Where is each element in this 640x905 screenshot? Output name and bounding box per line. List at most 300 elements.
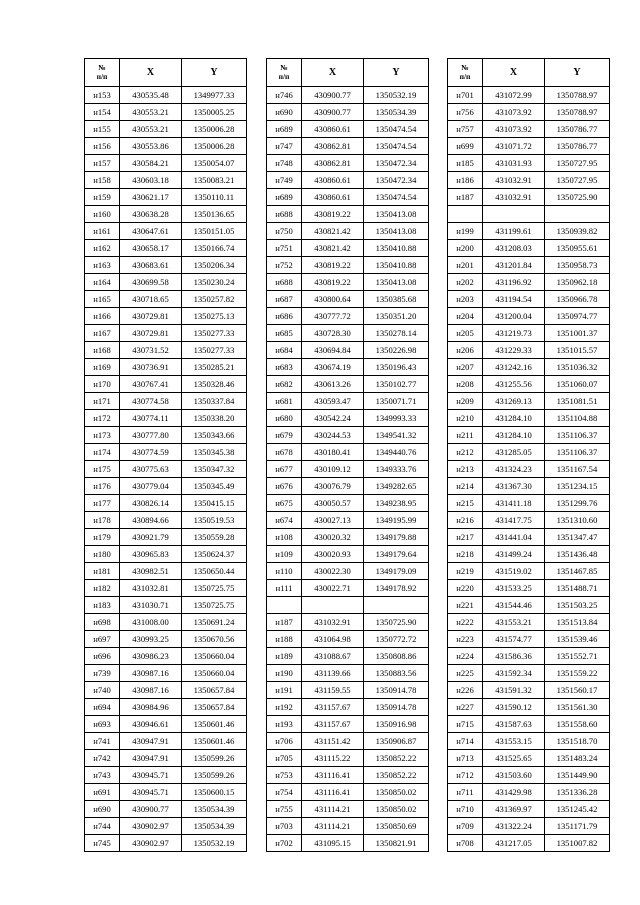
table-row [267, 784, 429, 801]
x-coordinate-cell: 430779.04 [120, 478, 182, 495]
point-number-cell: н169 [85, 359, 120, 376]
x-coordinate-cell: 431032.91 [302, 614, 364, 631]
x-coordinate-cell: 430860.61 [302, 172, 364, 189]
point-number-cell: н158 [85, 172, 120, 189]
table-row [85, 733, 247, 750]
table-row [267, 546, 429, 563]
point-number-cell: н709 [448, 818, 483, 835]
y-coordinate-cell: 1350351.20 [364, 308, 429, 325]
point-number-cell: н710 [448, 801, 483, 818]
table-row [448, 206, 610, 223]
table-row [448, 801, 610, 818]
y-coordinate-cell: 1350230.24 [182, 274, 247, 291]
table-row [448, 529, 610, 546]
x-coordinate-cell [483, 206, 545, 223]
y-coordinate-cell: 1350338.20 [182, 410, 247, 427]
x-coordinate-cell: 430022.71 [302, 580, 364, 597]
y-coordinate-cell: 1350206.34 [182, 257, 247, 274]
x-coordinate-cell: 430694.84 [302, 342, 364, 359]
y-coordinate-cell: 1350670.56 [182, 631, 247, 648]
point-number-cell: н227 [448, 699, 483, 716]
x-coordinate-cell: 430076.79 [302, 478, 364, 495]
point-number-cell: н689 [267, 189, 302, 206]
x-coordinate-cell: 430020.93 [302, 546, 364, 563]
point-number-cell: н221 [448, 597, 483, 614]
x-coordinate-cell: 431157.67 [302, 716, 364, 733]
point-number-cell [448, 206, 483, 223]
column-header-number: № п/п [448, 59, 483, 87]
y-coordinate-cell: 1349541.32 [364, 427, 429, 444]
y-coordinate-cell: 1350883.56 [364, 665, 429, 682]
table-row [85, 104, 247, 121]
y-coordinate-cell: 1351106.37 [545, 444, 610, 461]
x-coordinate-cell: 431032.91 [483, 172, 545, 189]
point-number-cell: н754 [267, 784, 302, 801]
x-coordinate-cell: 431441.04 [483, 529, 545, 546]
point-number-cell: н713 [448, 750, 483, 767]
y-coordinate-cell: 1350196.43 [364, 359, 429, 376]
point-number-cell: н186 [448, 172, 483, 189]
x-coordinate-cell: 430658.17 [120, 240, 182, 257]
point-number-cell: н684 [267, 342, 302, 359]
point-number-cell: н740 [85, 682, 120, 699]
point-number-cell: н190 [267, 665, 302, 682]
x-coordinate-cell: 430050.57 [302, 495, 364, 512]
y-coordinate-cell: 1350966.78 [545, 291, 610, 308]
table-row [267, 257, 429, 274]
x-coordinate-cell: 431115.22 [302, 750, 364, 767]
y-coordinate-cell: 1350413.08 [364, 274, 429, 291]
table-row [448, 444, 610, 461]
table-row [267, 359, 429, 376]
table-row [448, 597, 610, 614]
point-number-cell: н206 [448, 342, 483, 359]
y-coordinate-cell: 1350532.19 [182, 835, 247, 852]
y-coordinate-cell: 1350519.53 [182, 512, 247, 529]
table-row [448, 546, 610, 563]
table-row [85, 716, 247, 733]
table-row [85, 546, 247, 563]
header-row [85, 59, 247, 87]
point-number-cell: н748 [267, 155, 302, 172]
table-row [448, 342, 610, 359]
y-coordinate-cell: 1350472.34 [364, 172, 429, 189]
y-coordinate-cell: 1350725.75 [182, 580, 247, 597]
x-coordinate-cell: 431525.65 [483, 750, 545, 767]
point-number-cell: н677 [267, 461, 302, 478]
y-coordinate-cell: 1350657.84 [182, 682, 247, 699]
point-number-cell: н187 [448, 189, 483, 206]
header-row [448, 59, 610, 87]
x-coordinate-cell: 431269.13 [483, 393, 545, 410]
y-coordinate-cell: 1350939.82 [545, 223, 610, 240]
table-row [267, 206, 429, 223]
x-coordinate-cell: 430613.26 [302, 376, 364, 393]
table-row [85, 138, 247, 155]
x-coordinate-cell: 430819.22 [302, 257, 364, 274]
y-coordinate-cell: 1350474.54 [364, 138, 429, 155]
x-coordinate-cell: 430894.66 [120, 512, 182, 529]
table-row [85, 478, 247, 495]
table-row [448, 393, 610, 410]
point-number-cell: н210 [448, 410, 483, 427]
point-number-cell: н674 [267, 512, 302, 529]
x-coordinate-cell: 431255.56 [483, 376, 545, 393]
y-coordinate-cell: 1350906.87 [364, 733, 429, 750]
point-number-cell: н680 [267, 410, 302, 427]
table-row [448, 767, 610, 784]
y-coordinate-cell: 1351336.28 [545, 784, 610, 801]
point-number-cell: н685 [267, 325, 302, 342]
column-header-x: X [120, 59, 182, 87]
y-coordinate-cell: 1350385.68 [364, 291, 429, 308]
x-coordinate-cell: 431285.05 [483, 444, 545, 461]
table-row [448, 478, 610, 495]
x-coordinate-cell: 430728.30 [302, 325, 364, 342]
x-coordinate-cell: 431116.41 [302, 767, 364, 784]
table-row [448, 274, 610, 291]
table-row [267, 240, 429, 257]
x-coordinate-cell: 430945.71 [120, 784, 182, 801]
x-coordinate-cell: 431064.98 [302, 631, 364, 648]
table-row [267, 155, 429, 172]
table-row [448, 614, 610, 631]
y-coordinate-cell: 1351299.76 [545, 495, 610, 512]
column-header-y: Y [182, 59, 247, 87]
y-coordinate-cell: 1350786.77 [545, 138, 610, 155]
point-number-cell: н751 [267, 240, 302, 257]
y-coordinate-cell: 1350285.21 [182, 359, 247, 376]
point-number-cell: н110 [267, 563, 302, 580]
y-coordinate-cell [545, 206, 610, 223]
point-number-cell: н683 [267, 359, 302, 376]
point-number-cell: н693 [85, 716, 120, 733]
y-coordinate-cell: 1350786.77 [545, 121, 610, 138]
point-number-cell: н167 [85, 325, 120, 342]
table-row [267, 189, 429, 206]
table-row [267, 835, 429, 852]
table-row [448, 580, 610, 597]
point-number-cell: н703 [267, 818, 302, 835]
point-number-cell: н160 [85, 206, 120, 223]
x-coordinate-cell: 431139.66 [302, 665, 364, 682]
y-coordinate-cell: 1350599.26 [182, 750, 247, 767]
point-number-cell: н156 [85, 138, 120, 155]
point-number-cell: н164 [85, 274, 120, 291]
y-coordinate-cell: 1351449.90 [545, 767, 610, 784]
x-coordinate-cell: 431116.41 [302, 784, 364, 801]
point-number-cell: н752 [267, 257, 302, 274]
point-number-cell: н159 [85, 189, 120, 206]
x-coordinate-cell: 431073.92 [483, 104, 545, 121]
table-row [85, 240, 247, 257]
point-number-cell: н208 [448, 376, 483, 393]
table-row [85, 172, 247, 189]
y-coordinate-cell: 1351015.57 [545, 342, 610, 359]
x-coordinate-cell: 431591.32 [483, 682, 545, 699]
x-coordinate-cell: 430947.91 [120, 750, 182, 767]
y-coordinate-cell: 1351060.07 [545, 376, 610, 393]
point-number-cell: н191 [267, 682, 302, 699]
x-coordinate-cell: 431242.16 [483, 359, 545, 376]
x-coordinate-cell: 430946.61 [120, 716, 182, 733]
y-coordinate-cell: 1350278.14 [364, 325, 429, 342]
table-row [85, 699, 247, 716]
table-row [267, 342, 429, 359]
column-header-number: № п/п [267, 59, 302, 87]
x-coordinate-cell: 430860.61 [302, 121, 364, 138]
y-coordinate-cell: 1350006.28 [182, 138, 247, 155]
point-number-cell: н157 [85, 155, 120, 172]
point-number-cell: н750 [267, 223, 302, 240]
x-coordinate-cell: 430986.23 [120, 648, 182, 665]
table-row [267, 631, 429, 648]
y-coordinate-cell: 1351558.60 [545, 716, 610, 733]
x-coordinate-cell: 430775.63 [120, 461, 182, 478]
y-coordinate-cell: 1351560.17 [545, 682, 610, 699]
point-number-cell: н743 [85, 767, 120, 784]
point-number-cell: н199 [448, 223, 483, 240]
x-coordinate-cell: 430553.86 [120, 138, 182, 155]
column-header-x: X [302, 59, 364, 87]
point-number-cell: н746 [267, 87, 302, 104]
y-coordinate-cell: 1350691.24 [182, 614, 247, 631]
point-number-cell: н220 [448, 580, 483, 597]
table-row [267, 478, 429, 495]
x-coordinate-cell: 430647.61 [120, 223, 182, 240]
y-coordinate-cell: 1349977.33 [182, 87, 247, 104]
point-number-cell: н223 [448, 631, 483, 648]
y-coordinate-cell: 1350624.37 [182, 546, 247, 563]
x-coordinate-cell: 431030.71 [120, 597, 182, 614]
point-number-cell: н222 [448, 614, 483, 631]
x-coordinate-cell: 431553.21 [483, 614, 545, 631]
x-coordinate-cell: 430699.58 [120, 274, 182, 291]
y-coordinate-cell: 1350413.08 [364, 223, 429, 240]
point-number-cell: н207 [448, 359, 483, 376]
table-row [448, 461, 610, 478]
point-number-cell: н712 [448, 767, 483, 784]
table-row [85, 767, 247, 784]
y-coordinate-cell: 1350410.88 [364, 257, 429, 274]
y-coordinate-cell: 1350914.78 [364, 699, 429, 716]
x-coordinate-cell: 431008.00 [120, 614, 182, 631]
y-coordinate-cell: 1350650.44 [182, 563, 247, 580]
point-number-cell: н702 [267, 835, 302, 852]
point-number-cell: н757 [448, 121, 483, 138]
table-row [448, 665, 610, 682]
table-row [448, 376, 610, 393]
point-number-cell: н188 [267, 631, 302, 648]
point-number-cell: н675 [267, 495, 302, 512]
table-row [85, 189, 247, 206]
y-coordinate-cell: 1351552.71 [545, 648, 610, 665]
table-row [448, 308, 610, 325]
column-header-y: Y [545, 59, 610, 87]
header-row [267, 59, 429, 87]
y-coordinate-cell: 1350727.95 [545, 172, 610, 189]
table-row [85, 342, 247, 359]
x-coordinate-cell: 431411.18 [483, 495, 545, 512]
y-coordinate-cell: 1350345.38 [182, 444, 247, 461]
table-row [448, 733, 610, 750]
column-header-y: Y [364, 59, 429, 87]
x-coordinate-cell: 431367.30 [483, 478, 545, 495]
point-number-cell: н213 [448, 461, 483, 478]
point-number-cell: н193 [267, 716, 302, 733]
point-number-cell: н174 [85, 444, 120, 461]
x-coordinate-cell: 430638.28 [120, 206, 182, 223]
table-row [85, 801, 247, 818]
table-row [267, 172, 429, 189]
x-coordinate-cell: 431417.75 [483, 512, 545, 529]
y-coordinate-cell: 1351513.84 [545, 614, 610, 631]
point-number-cell: н690 [267, 104, 302, 121]
y-coordinate-cell: 1350788.97 [545, 87, 610, 104]
table-row [448, 835, 610, 852]
point-number-cell: н697 [85, 631, 120, 648]
y-coordinate-cell: 1349238.95 [364, 495, 429, 512]
table-row [448, 699, 610, 716]
point-number-cell: н744 [85, 818, 120, 835]
y-coordinate-cell: 1350071.71 [364, 393, 429, 410]
point-number-cell: н217 [448, 529, 483, 546]
x-coordinate-cell: 431031.93 [483, 155, 545, 172]
x-coordinate-cell: 430900.77 [302, 87, 364, 104]
table-row [85, 206, 247, 223]
point-number-cell: н204 [448, 308, 483, 325]
y-coordinate-cell: 1351467.85 [545, 563, 610, 580]
table-row [267, 801, 429, 818]
y-coordinate-cell: 1350343.66 [182, 427, 247, 444]
x-coordinate-cell: 431200.04 [483, 308, 545, 325]
table-row [85, 818, 247, 835]
table-row [85, 665, 247, 682]
y-coordinate-cell: 1350600.15 [182, 784, 247, 801]
y-coordinate-cell [364, 597, 429, 614]
y-coordinate-cell: 1350727.95 [545, 155, 610, 172]
point-number-cell: н224 [448, 648, 483, 665]
table-row [448, 223, 610, 240]
y-coordinate-cell: 1350821.91 [364, 835, 429, 852]
point-number-cell: н686 [267, 308, 302, 325]
x-coordinate-cell: 430729.81 [120, 325, 182, 342]
y-coordinate-cell: 1351310.60 [545, 512, 610, 529]
table-row [267, 308, 429, 325]
point-number-cell: н714 [448, 733, 483, 750]
table-row [448, 189, 610, 206]
point-number-cell: н109 [267, 546, 302, 563]
point-number-cell: н689 [267, 121, 302, 138]
y-coordinate-cell: 1350914.78 [364, 682, 429, 699]
y-coordinate-cell: 1351503.25 [545, 597, 610, 614]
table-row [448, 291, 610, 308]
table-row [267, 648, 429, 665]
table-row [448, 427, 610, 444]
x-coordinate-cell: 430965.83 [120, 546, 182, 563]
y-coordinate-cell: 1350534.39 [364, 104, 429, 121]
table-row [267, 699, 429, 716]
point-number-cell: н682 [267, 376, 302, 393]
table-row [85, 784, 247, 801]
point-number-cell: н745 [85, 835, 120, 852]
table-row [267, 376, 429, 393]
table-row [448, 784, 610, 801]
x-coordinate-cell: 430777.72 [302, 308, 364, 325]
table-row [267, 597, 429, 614]
y-coordinate-cell: 1350725.90 [545, 189, 610, 206]
x-coordinate-cell: 431429.98 [483, 784, 545, 801]
point-number-cell: н678 [267, 444, 302, 461]
table-row [267, 325, 429, 342]
y-coordinate-cell: 1350054.07 [182, 155, 247, 172]
x-coordinate-cell: 430767.41 [120, 376, 182, 393]
y-coordinate-cell: 1350772.72 [364, 631, 429, 648]
table-row [85, 155, 247, 172]
point-number-cell: н203 [448, 291, 483, 308]
x-coordinate-cell: 431533.25 [483, 580, 545, 597]
x-coordinate-cell: 431088.67 [302, 648, 364, 665]
x-coordinate-cell: 431284.10 [483, 427, 545, 444]
table-row [448, 648, 610, 665]
y-coordinate-cell: 1350410.88 [364, 240, 429, 257]
x-coordinate-cell: 430022.30 [302, 563, 364, 580]
point-number-cell: н187 [267, 614, 302, 631]
y-coordinate-cell: 1350962.18 [545, 274, 610, 291]
x-coordinate-cell: 430621.17 [120, 189, 182, 206]
point-number-cell: н153 [85, 87, 120, 104]
x-coordinate-cell: 430860.61 [302, 189, 364, 206]
table-row [85, 257, 247, 274]
x-coordinate-cell: 431114.21 [302, 818, 364, 835]
y-coordinate-cell: 1351559.22 [545, 665, 610, 682]
x-coordinate-cell: 430862.81 [302, 155, 364, 172]
y-coordinate-cell: 1351483.24 [545, 750, 610, 767]
point-number-cell: н175 [85, 461, 120, 478]
x-coordinate-cell: 430987.16 [120, 682, 182, 699]
y-coordinate-cell: 1351539.46 [545, 631, 610, 648]
x-coordinate-cell: 430821.42 [302, 240, 364, 257]
x-coordinate-cell: 430593.47 [302, 393, 364, 410]
table-row [85, 563, 247, 580]
table-row [267, 223, 429, 240]
x-coordinate-cell: 430535.48 [120, 87, 182, 104]
point-number-cell: н176 [85, 478, 120, 495]
x-coordinate-cell: 431519.02 [483, 563, 545, 580]
x-coordinate-cell: 431499.24 [483, 546, 545, 563]
x-coordinate-cell: 431196.92 [483, 274, 545, 291]
point-number-cell: н706 [267, 733, 302, 750]
y-coordinate-cell: 1350974.77 [545, 308, 610, 325]
point-number-cell: н185 [448, 155, 483, 172]
table-row [267, 410, 429, 427]
x-coordinate-cell: 431574.77 [483, 631, 545, 648]
x-coordinate-cell: 431587.63 [483, 716, 545, 733]
table-row [267, 733, 429, 750]
y-coordinate-cell: 1350850.69 [364, 818, 429, 835]
table-row [267, 767, 429, 784]
x-coordinate-cell: 430826.14 [120, 495, 182, 512]
point-number-cell: н111 [267, 580, 302, 597]
point-number-cell: н202 [448, 274, 483, 291]
y-coordinate-cell: 1350328.46 [182, 376, 247, 393]
y-coordinate-cell: 1350657.84 [182, 699, 247, 716]
x-coordinate-cell: 430674.19 [302, 359, 364, 376]
point-number-cell: н205 [448, 325, 483, 342]
table-row [448, 750, 610, 767]
point-number-cell: н699 [448, 138, 483, 155]
table-row [267, 512, 429, 529]
